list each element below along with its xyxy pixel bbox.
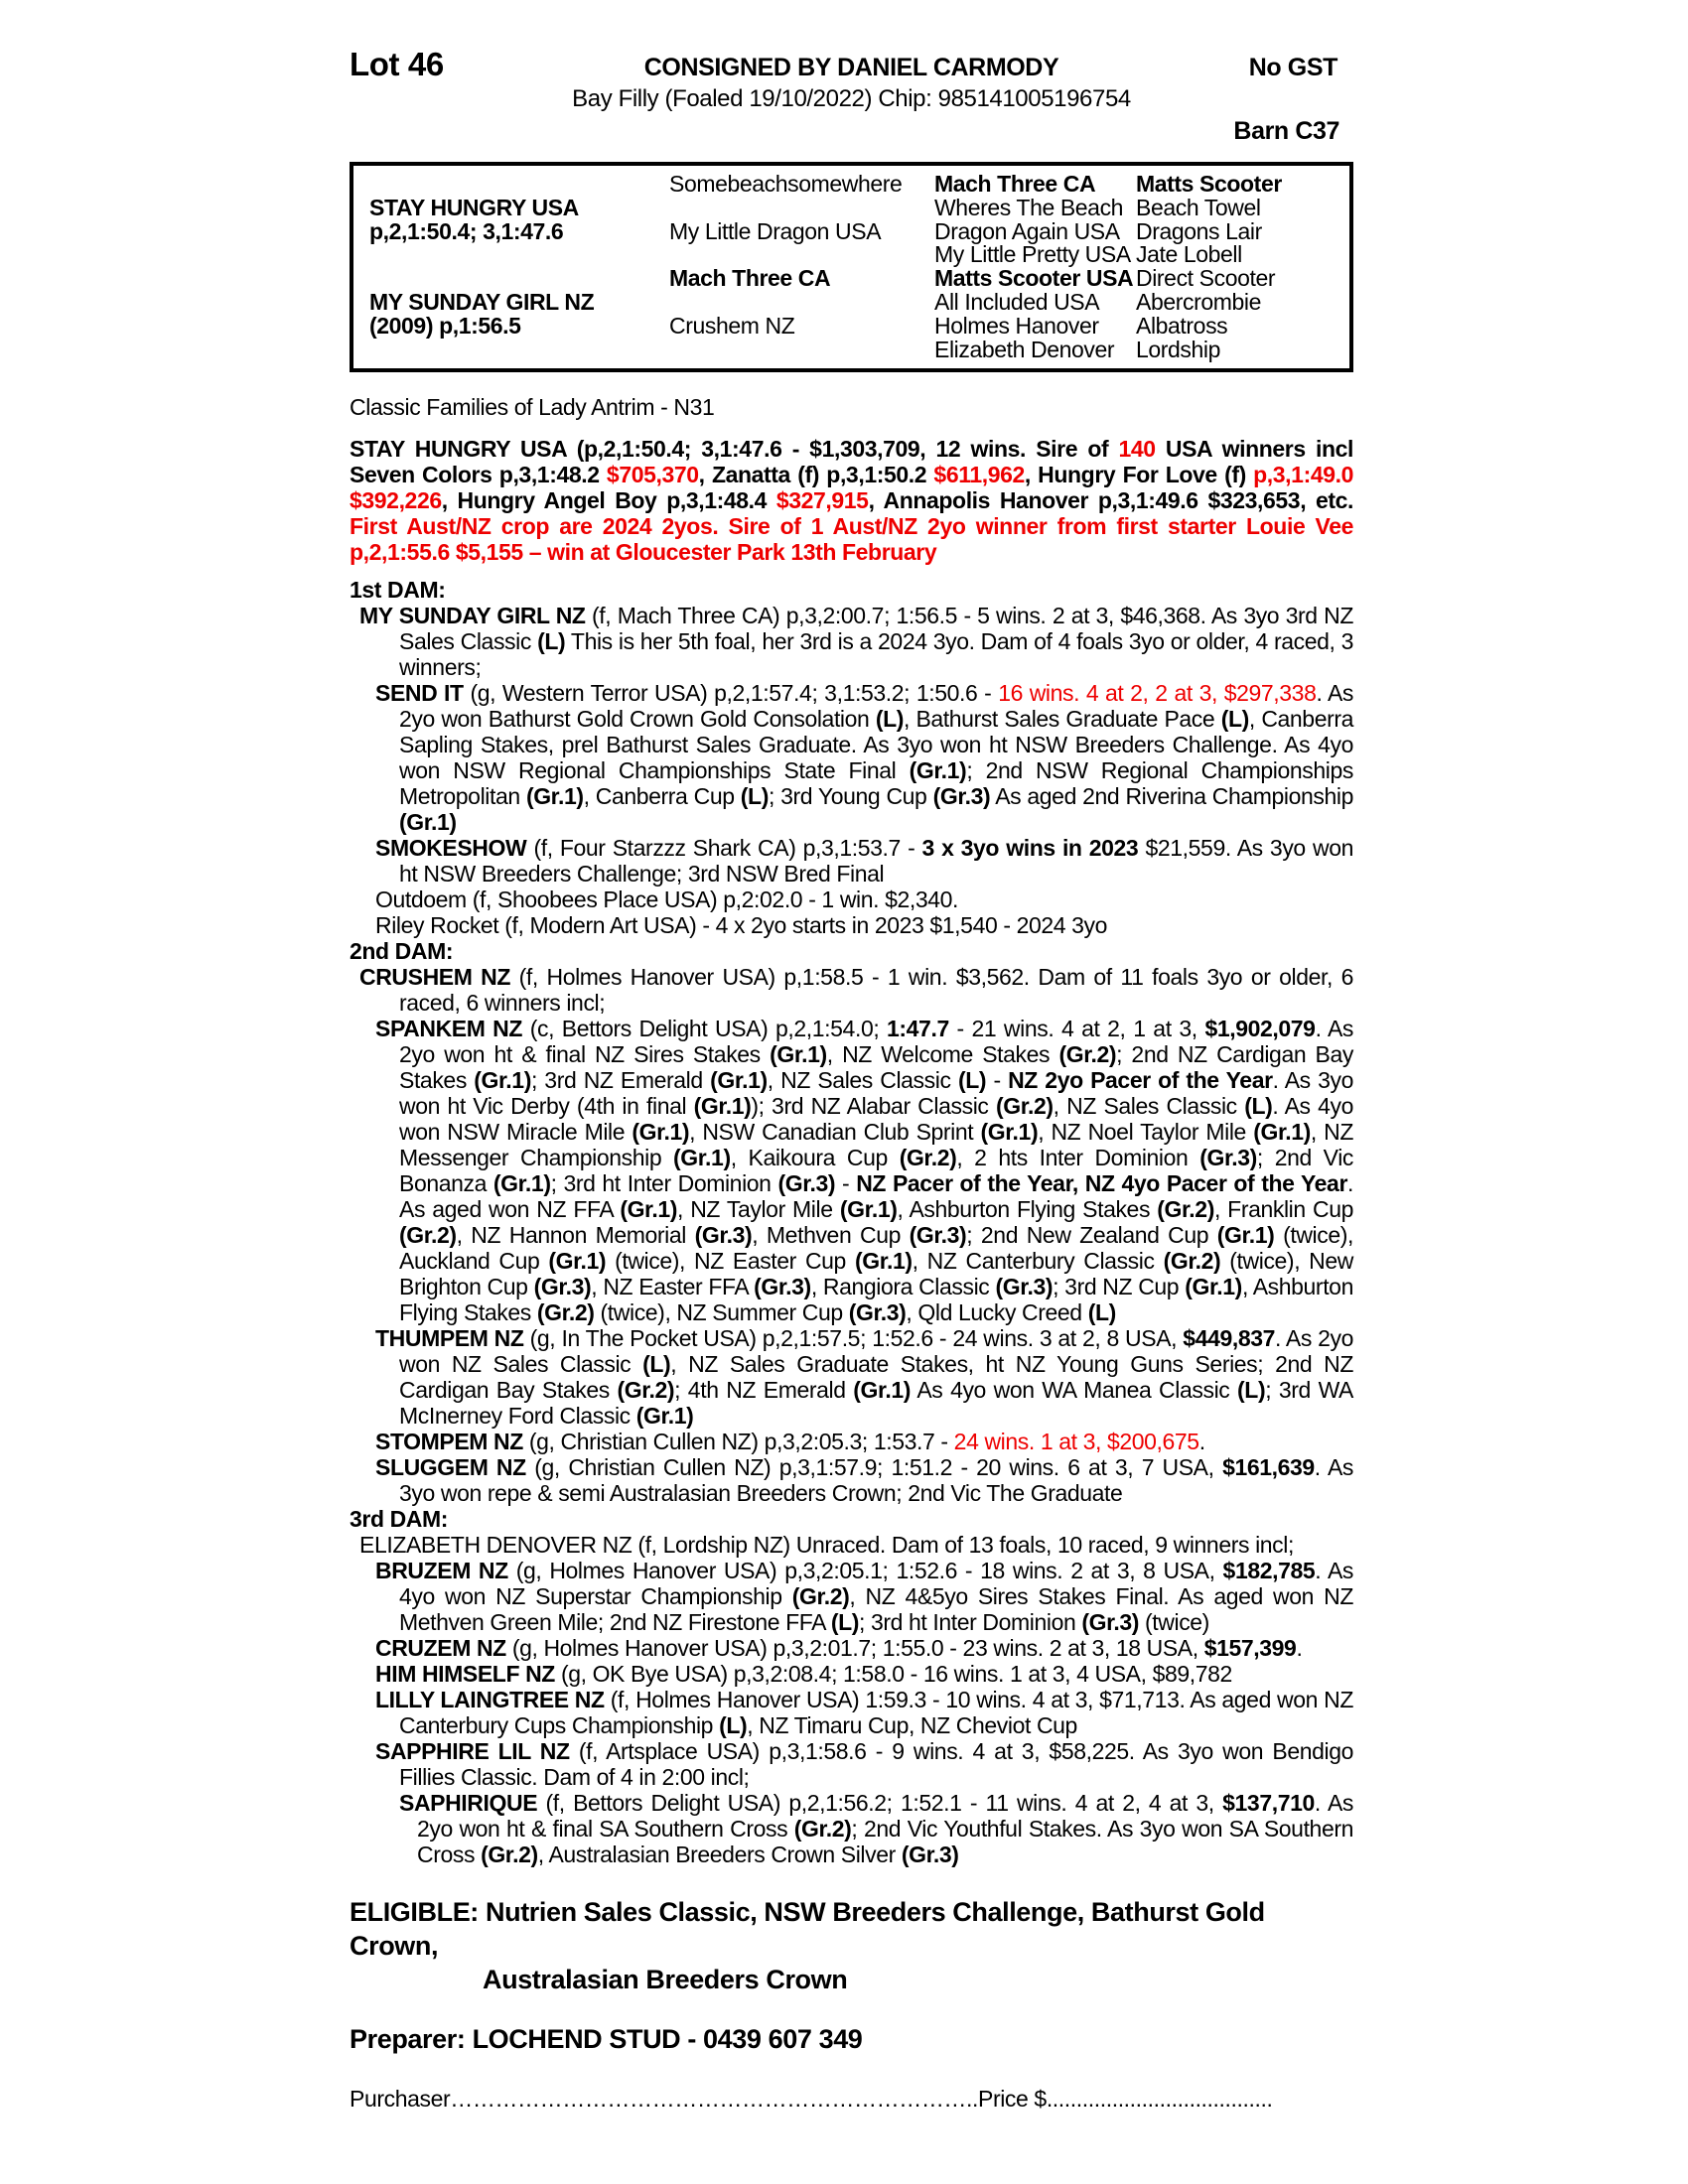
pedigree-gen3-entry: Mach Three CA [934,171,1096,197]
dam-head-3: 3rd DAM: [350,1506,449,1532]
pedigree-gen4-entry: Beach Towel [1136,194,1261,220]
barn-number: Barn C37 [1233,117,1339,145]
dam-head-2: 2nd DAM: [350,938,454,964]
lilly-laingtree: LILLY LAINGTREE NZ (f, Holmes Hanover USA) 1:59.3 - 10 wins. 4 at 3, $71,713. As aged won NZ Canterbury Cups Championship (L), NZ Timaru Cup, NZ Cheviot Cup [375,1687,1353,1738]
cruzem: CRUZEM NZ (g, Holmes Hanover USA) p,3,2:01.7; 1:55.0 - 23 wins. 2 at 3, 18 USA, $157,399. [375,1635,1303,1661]
pedigree-gen4-entry: Abercrombie [1136,289,1261,315]
pedigree-gen3-entry: All Included USA [934,289,1100,315]
page-content [350,40,1353,2112]
saphirique: SAPHIRIQUE (f, Bettors Delight USA) p,2,1:56.2; 1:52.1 - 11 wins. 4 at 2, 4 at 3, $137,710. As 2yo won ht & final SA Southern Cross (Gr.2); 2nd Vic Youthful Stakes. As 3yo won SA Southern Cross (Gr.2), Australasian Breeders Crown Silver (Gr.3) [399,1790,1353,1867]
horse-description: Bay Filly (Foaled 19/10/2022) Chip: 985141005196754 [572,85,1131,112]
pedigree-gen1-entry: p,2,1:50.4; 3,1:47.6 [369,217,564,244]
pedigree-gen4-entry: Lordship [1136,336,1221,362]
crushem: CRUSHEM NZ (f, Holmes Hanover USA) p,1:58.5 - 1 win. $3,562. Dam of 11 foals 3yo or older, 6 raced, 6 winners incl; [359,964,1353,1016]
spankem: SPANKEM NZ (c, Bettors Delight USA) p,2,1:54.0; 1:47.7 - 21 wins. 4 at 2, 1 at 3, $1,902,079. As 2yo won ht & final NZ Sires Stakes (Gr.1), NZ Welcome Stakes (Gr.2); 2nd NZ Cardigan Bay Stakes (Gr.1); 3rd NZ Emerald (Gr.1), NZ Sales Classic (L) - NZ 2yo Pacer of the Year. As 3yo won ht Vic Derby (4th in final (Gr.1)); 3rd NZ Alabar Classic (Gr.2), NZ Sales Classic (L). As 4yo won NSW Miracle Mile (Gr.1), NSW Canadian Club Sprint (Gr.1), NZ Noel Taylor Mile (Gr.1), NZ Messenger Championship (Gr.1), Kaikoura Cup (Gr.2), 2 hts Inter Dominion (Gr.3); 2nd Vic Bonanza (Gr.1); 3rd ht Inter Dominion (Gr.3) - NZ Pacer of the Year, NZ 4yo Pacer of the Year. As aged won NZ FFA (Gr.1), NZ Taylor Mile (Gr.1), Ashburton Flying Stakes (Gr.2), Franklin Cup (Gr.2), NZ Hannon Memorial (Gr.3), Methven Cup (Gr.3); 2nd New Zealand Cup (Gr.1) (twice), Auckland Cup (Gr.1) (twice), NZ Easter Cup (Gr.1), NZ Canterbury Classic (Gr.2) (twice), New Brighton Cup (Gr.3), NZ Easter FFA (Gr.3), Rangiora Classic (Gr.3); 3rd NZ Cup (Gr.1), Ashburton Flying Stakes (Gr.2) (twice), NZ Summer Cup (Gr.3), Qld Lucky Creed (L) [375,1016,1354,1325]
price-label: Price $ [978,2086,1047,2112]
pedigree-gen4-entry: Matts Scooter [1136,171,1282,197]
sapphire-lil: SAPPHIRE LIL NZ (f, Artsplace USA) p,3,1:58.6 - 9 wins. 4 at 3, $58,225. As 3yo won Bendigo Fillies Classic. Dam of 4 in 2:00 incl; [375,1738,1353,1790]
pedigree-gen4-entry: Jate Lobell [1136,241,1242,268]
stompem: STOMPEM NZ (g, Christian Cullen NZ) p,3,2:05.3; 1:53.7 - 24 wins. 1 at 3, $200,675. [375,1429,1205,1454]
pedigree-gen3-entry: Elizabeth Denover [934,336,1115,362]
pedigree-gen1-entry: (2009) p,1:56.5 [369,312,521,339]
header-row [350,46,1353,82]
pedigree-text [350,394,1353,1867]
lot-number: Lot 46 [350,46,444,82]
pedigree-gen2-entry: My Little Dragon USA [669,217,882,244]
pedigree-gen1-entry: MY SUNDAY GIRL NZ [369,289,595,315]
pedigree-gen3-entry: Wheres The Beach [934,194,1124,220]
riley-rocket: Riley Rocket (f, Modern Art USA) - 4 x 2yo starts in 2023 $1,540 - 2024 3yo [375,912,1108,938]
sluggem: SLUGGEM NZ (g, Christian Cullen NZ) p,3,1:57.9; 1:51.2 - 20 wins. 6 at 3, 7 USA, $161,639. As 3yo won repe & semi Australasian Breeders Crown; 2nd Vic The Graduate [375,1454,1354,1506]
dam-head-1: 1st DAM: [350,577,446,603]
outdoem: Outdoem (f, Shoobees Place USA) p,2:02.0 - 1 win. $2,340. [375,887,959,912]
him-himself: HIM HIMSELF NZ (g, OK Bye USA) p,3,2:08.4; 1:58.0 - 16 wins. 1 at 3, 4 USA, $89,782 [375,1661,1232,1687]
pedigree-gen2-entry: Somebeachsomewhere [669,171,903,197]
eligibility-line-1: ELIGIBLE: Nutrien Sales Classic, NSW Breeders Challenge, Bathurst Gold Crown, [350,1897,1265,1961]
bruzem: BRUZEM NZ (g, Holmes Hanover USA) p,3,2:05.1; 1:52.6 - 18 wins. 2 at 3, 8 USA, $182,785. As 4yo won NZ Superstar Championship (Gr.2), NZ 4&5yo Sires Stakes Final. As aged won NZ Methven Green Mile; 2nd NZ Firestone FFA (L); 3rd ht Inter Dominion (Gr.3) (twice) [375,1558,1353,1635]
pedigree-gen3-entry: Holmes Hanover [934,312,1099,339]
pedigree-gen3-entry: Matts Scooter USA [934,265,1134,292]
purchaser-label: Purchaser [350,2086,451,2112]
pedigree-table [350,162,1353,372]
pedigree-gen1-entry: STAY HUNGRY USA [369,194,579,220]
eligibility-line-2: Australasian Breeders Crown [483,1965,848,1994]
price-dotted-rule: ...................................... [1046,2086,1273,2112]
eligibility-block [350,1895,1353,1996]
pedigree-gen4-entry: Albatross [1136,312,1228,339]
pedigree-gen4-entry: Dragons Lair [1136,217,1262,244]
smokeshow: SMOKESHOW (f, Four Starzzz Shark CA) p,3,1:53.7 - 3 x 3yo wins in 2023 $21,559. As 3yo won ht NSW Breeders Challenge; 3rd NSW Bred Final [375,835,1353,887]
pedigree-gen4-entry: Direct Scooter [1136,265,1276,292]
thumpem: THUMPEM NZ (g, In The Pocket USA) p,2,1:57.5; 1:52.6 - 24 wins. 3 at 2, 8 USA, $449,837. As 2yo won NZ Sales Classic (L), NZ Sales Graduate Stakes, ht NZ Young Guns Series; 2nd NZ Cardigan Bay Stakes (Gr.2); 4th NZ Emerald (Gr.1) As 4yo won WA Manea Classic (L); 3rd WA McInerney Ford Classic (Gr.1) [375,1325,1353,1429]
pedigree-gen2-entry: Crushem NZ [669,312,795,339]
preparer-line: Preparer: LOCHEND STUD - 0439 607 349 [350,2024,863,2054]
pedigree-gen3-entry: My Little Pretty USA [934,241,1131,268]
family-line: Classic Families of Lady Antrim - N31 [350,394,715,420]
consignor-title: CONSIGNED BY DANIEL CARMODY [643,54,1059,81]
pedigree-gen3-entry: Dragon Again USA [934,217,1120,244]
purchaser-line [350,2086,1353,2112]
send-it: SEND IT (g, Western Terror USA) p,2,1:57.4; 3,1:53.2; 1:50.6 - 16 wins. 4 at 2, 2 at 3, $297,338. As 2yo won Bathurst Gold Crown Gold Consolation (L), Bathurst Sales Graduate Pace (L), Canberra Sapling Stakes, prel Bathurst Sales Graduate. As 3yo won ht NSW Breeders Challenge. As 4yo won NSW Regional Championships State Final (Gr.1); 2nd NSW Regional Championships Metropolitan (Gr.1), Canberra Cup (L); 3rd Young Cup (Gr.3) As aged 2nd Riverina Championship (Gr.1) [375,680,1354,835]
sire-para: STAY HUNGRY USA (p,2,1:50.4; 3,1:47.6 - $1,303,709, 12 wins. Sire of 140 USA winners incl Seven Colors p,3,1:48.2 $705,370, Zanatta (f) p,3,1:50.2 $611,962, Hungry For Love (f) p,3,1:49.0 $392,226, Hungry Angel Boy p,3,1:48.4 $327,915, Annapolis Hanover p,3,1:49.6 $323,653, etc. First Aust/NZ crop are 2024 2yos. Sire of 1 Aust/NZ 2yo winner from first starter Louie Vee p,2,1:55.6 $5,155 – win at Gloucester Park 13th February [350,436,1353,565]
gst-status: No GST [1248,54,1337,81]
pedigree-gen2-entry: Mach Three CA [669,265,831,292]
purchaser-dotted-rule: …………………………………………………………….. [450,2086,979,2112]
my-sunday-girl: MY SUNDAY GIRL NZ (f, Mach Three CA) p,3,2:00.7; 1:56.5 - 5 wins. 2 at 3, $46,368. As 3yo 3rd NZ Sales Classic (L) This is her 5th foal, her 3rd is a 2024 3yo. Dam of 4 foals 3yo or older, 4 raced, 3 winners; [359,603,1353,680]
elizabeth-denover: ELIZABETH DENOVER NZ (f, Lordship NZ) Unraced. Dam of 13 foals, 10 raced, 9 winners incl; [359,1532,1294,1558]
